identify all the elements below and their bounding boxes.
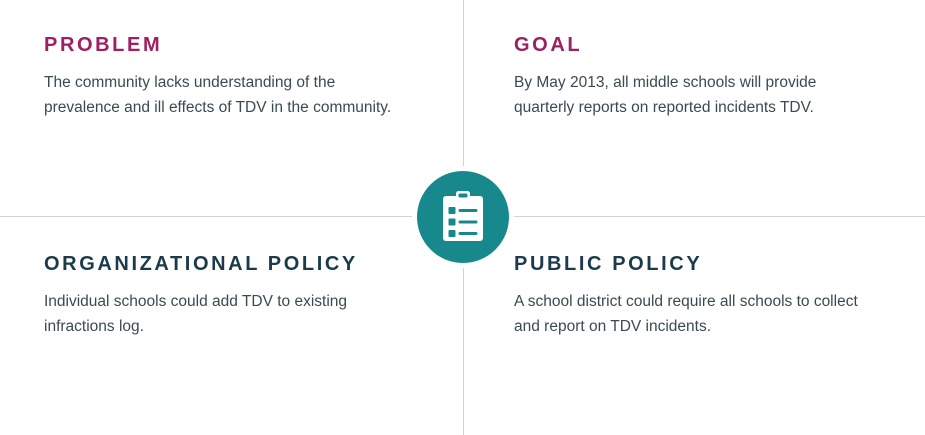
quadrant-goal-body: By May 2013, all middle schools will provide quarterly reports on reported incidents TDV.: [514, 74, 817, 117]
quadrant-problem-body: The community lacks understanding of the prevalence and ill effects of TDV in the community.: [44, 74, 392, 117]
quadrant-problem: [0, 0, 463, 216]
center-badge: [417, 171, 509, 263]
quadrant-organizational-policy-title: ORGANIZATIONAL POLICY: [44, 253, 358, 275]
quadrant-public-policy-title: PUBLIC POLICY: [514, 253, 703, 275]
quadrant-problem-title: PROBLEM: [44, 34, 163, 56]
quadrant-organizational-policy-body: Individual schools could add TDV to existing infractions log.: [44, 293, 347, 336]
quadrant-public-policy: [464, 217, 925, 435]
quadrant-public-policy-body: A school district could require all schools to collect and report on TDV incidents.: [514, 293, 858, 336]
quadrant-goal: [464, 0, 925, 216]
clipboard-checklist-icon: [439, 190, 487, 244]
quadrant-organizational-policy: [0, 217, 463, 435]
quadrant-goal-title: GOAL: [514, 34, 583, 56]
